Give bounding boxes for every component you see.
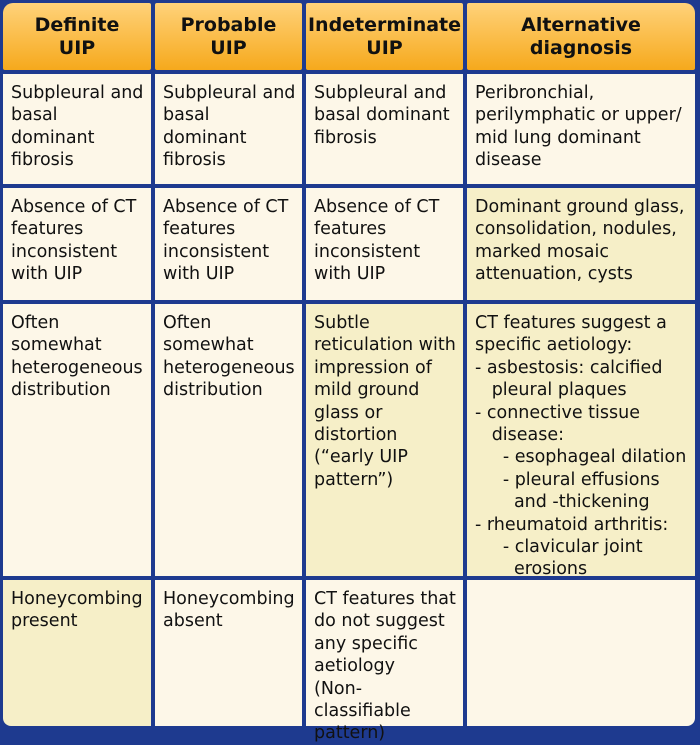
cell-r2-indeterminate: Absence of CT features inconsistent with UIP <box>306 188 463 300</box>
cell-r4-indeterminate: CT features that do not suggest any specific aetiology (Non-classifiable pattern) <box>306 580 463 726</box>
cell-r2-probable: Absence of CT features inconsistent with UIP <box>155 188 302 300</box>
cell-r1-indeterminate: Subpleural and basal dominant fibrosis <box>306 74 463 184</box>
header-indeterminate-uip: Indeterminate UIP <box>306 3 463 70</box>
cell-r3-definite: Often somewhat heterogeneous distribution <box>3 304 151 576</box>
cell-r4-probable: Honeycombing absent <box>155 580 302 726</box>
header-alternative-diagnosis: Alternative diagnosis <box>467 3 695 70</box>
cell-r4-alternative <box>467 580 695 726</box>
cell-r1-alternative: Peribronchial, perilymphatic or upper/ mid lung dominant disease <box>467 74 695 184</box>
uip-classification-table <box>3 3 695 744</box>
cell-r3-indeterminate: Subtle reticulation with impression of mild ground glass or distortion (“early UIP pattern”) <box>306 304 463 576</box>
header-definite-uip: Definite UIP <box>3 3 151 70</box>
cell-r3-alternative: CT features suggest a specific aetiology: - asbestosis: calcified pleural plaques - connective tissue disease: - esophageal dilation - pleural effusions and -thickening - rheumatoid arthritis: - clavicular joint erosions <box>467 304 695 576</box>
cell-r2-alternative: Dominant ground glass, consolidation, nodules, marked mosaic attenuation, cysts <box>467 188 695 300</box>
cell-r2-definite: Absence of CT features inconsistent with UIP <box>3 188 151 300</box>
cell-r4-definite: Honeycombing present <box>3 580 151 726</box>
cell-r3-probable: Often somewhat heterogeneous distribution <box>155 304 302 576</box>
header-probable-uip: Probable UIP <box>155 3 302 70</box>
cell-r1-probable: Subpleural and basal dominant fibrosis <box>155 74 302 184</box>
cell-r1-definite: Subpleural and basal dominant fibrosis <box>3 74 151 184</box>
